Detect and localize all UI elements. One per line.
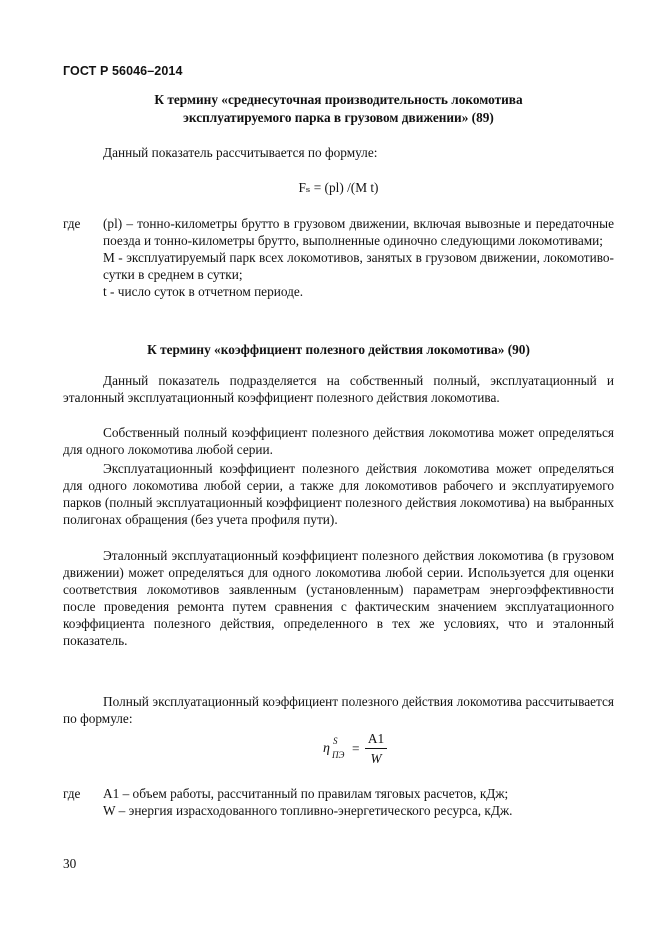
formula-superscript: S — [333, 736, 338, 746]
definition-item: А1 – объем работы, рассчитанный по правилам тяговых расчетов, кДж; — [103, 786, 509, 801]
heading-line: эксплуатируемого парка в грузовом движении» (89) — [183, 110, 494, 125]
section-89-heading — [63, 91, 614, 127]
fraction-bar — [365, 748, 387, 749]
paragraph: Полный эксплуатационный коэффициент полезного действия локомотива рассчитывается по формуле: — [63, 694, 614, 726]
definition-item: t - число суток в отчетном периоде. — [103, 284, 304, 299]
paragraph: Данный показатель рассчитывается по формуле: — [103, 145, 378, 160]
formula-subscript: ПЭ — [332, 750, 345, 760]
paragraph: Данный показатель подразделяется на собственный полный, эксплуатационный и эталонный эксплуатационный коэффициент полезного действия локомотива. — [63, 373, 614, 405]
where-label: где — [63, 786, 81, 801]
formula-numerator: A1 — [367, 731, 385, 746]
definition-item: М - эксплуатируемый парк всех локомотивов, занятых в грузовом движении, локомотиво-сутки в среднем в сутки; — [103, 250, 614, 282]
page-number: 30 — [63, 856, 77, 871]
paragraph: Эксплуатационный коэффициент полезного действия локомотива может определяться для одного локомотива любой серии, а также для локомотивов рабочего и эксплуатируемого парков (полный эксплуатационный коэффициент полезного действия локомотива) на выбранных полигонах обращения (без учета профиля пути). — [63, 461, 614, 527]
formula-symbol: η — [323, 741, 330, 756]
standard-number: ГОСТ Р 56046–2014 — [63, 64, 183, 78]
definition-item: W – энергия израсходованного топливно-энергетического ресурса, кДж. — [103, 803, 513, 818]
heading-line: К термину «среднесуточная производительность локомотива — [154, 92, 523, 107]
where-label: где — [63, 216, 81, 231]
formula-denominator: W — [370, 751, 382, 766]
formula-efficiency — [0, 728, 661, 768]
definitions-list — [103, 215, 614, 300]
section-90-heading: К термину «коэффициент полезного действия локомотива» (90) — [147, 342, 530, 357]
paragraph: Собственный полный коэффициент полезного действия локомотива может определяться для одного локомотива любой серии. — [63, 425, 614, 457]
paragraph: Эталонный эксплуатационный коэффициент полезного действия локомотива (в грузовом движении) может определяться для одного локомотива любой серии. Используется для оценки соответствия локомотивов заявленным (установленным) параметрам энергоэффективности после проведения ремонта путем сравнения с фактическим значением эксплуатационного коэффициента полезного действия, определенного в тех же условиях, что и эталонный показатель. — [63, 548, 614, 648]
definitions-list — [103, 785, 614, 819]
definition-item: (pl) – тонно-километры брутто в грузовом движении, включая вывозные и передаточные поезда и тонно-километры брутто, выполненные одиночно следующими локомотивами; — [103, 216, 614, 248]
formula-equals: = — [352, 741, 360, 756]
formula-fs: Fₛ = (pl) /(M t) — [298, 180, 379, 195]
